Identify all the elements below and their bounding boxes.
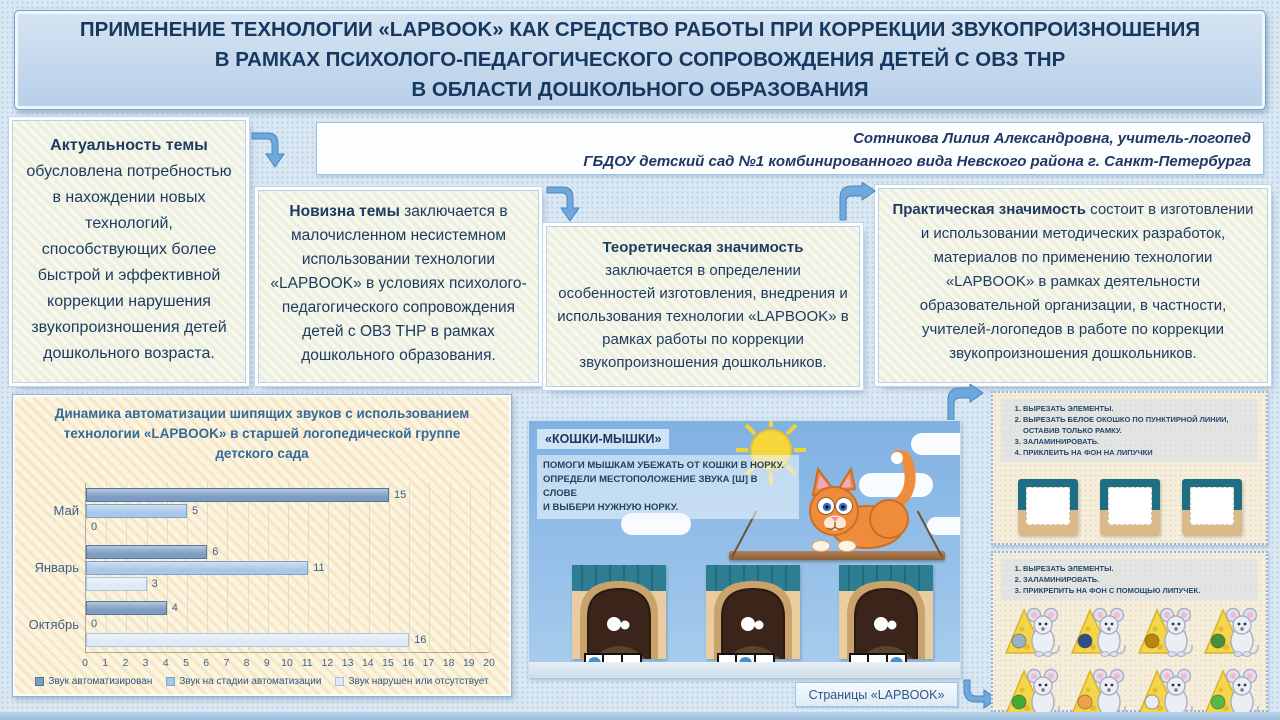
- chart-panel: [12, 394, 512, 697]
- mice-steps-list: [1001, 559, 1258, 600]
- instruction-step: 1. ВЫРЕЗАТЬ ЭЛЕМЕНТЫ.: [1023, 403, 1252, 414]
- x-axis-tick: 1: [102, 657, 109, 669]
- chart-gridline: [450, 483, 451, 653]
- x-axis-tick: 4: [162, 657, 169, 669]
- instruction-step: 4. ПРИКЛЕИТЬ НА ФОН НА ЛИПУЧКИ: [1023, 447, 1252, 458]
- x-axis-tick: 19: [462, 657, 475, 669]
- bar-value-label: 11: [313, 561, 325, 574]
- window-frame-icon: [1182, 479, 1242, 535]
- chart-bar: [86, 504, 187, 518]
- bar-value-label: 6: [212, 545, 219, 558]
- window-frame-icon: [1100, 479, 1160, 535]
- legend-label: Звук на стадии автоматизации: [179, 676, 322, 687]
- y-axis-category: Май: [53, 503, 79, 519]
- legend-item: [35, 676, 152, 687]
- frames-row: [993, 479, 1266, 535]
- mouse-with-cheese-icon: [1003, 603, 1061, 662]
- elbow-arrow-down-icon: [250, 129, 288, 171]
- chart-gridline: [328, 483, 329, 653]
- chart-gridline: [429, 483, 430, 653]
- window-frame-opening: [1026, 487, 1070, 525]
- game-title: «КОШКИ-МЫШКИ»: [537, 429, 669, 449]
- practical-block: [878, 188, 1268, 383]
- legend-swatch-icon: [166, 677, 175, 686]
- poster-title: [14, 10, 1266, 110]
- bar-value-label: 0: [91, 521, 98, 533]
- chart-bar: [86, 601, 167, 615]
- chart-bar: [86, 488, 389, 502]
- window-frame-opening: [1190, 487, 1234, 525]
- mice-grid: [999, 603, 1264, 720]
- relevance-text: обусловлена потребностью в нахождении новых технологий, способствующих более быстрой и эффективной коррекции нарушения звукопроизношения детей дошкольного возраста.: [26, 163, 232, 362]
- bottom-border-strip: [0, 712, 1280, 720]
- novelty-heading: Новизна темы: [289, 203, 400, 220]
- x-axis-tick: 7: [223, 657, 230, 669]
- mouse-with-cheese-icon: [1069, 603, 1127, 662]
- mouse-hole-icon: [706, 565, 800, 659]
- theoretical-block: [546, 226, 860, 387]
- legend-swatch-icon: [35, 677, 44, 686]
- legend-item: [335, 676, 488, 687]
- x-axis-tick: 10: [281, 657, 293, 669]
- relevance-heading: Актуальность темы: [50, 137, 208, 154]
- chart-legend: [13, 676, 511, 687]
- window-frame-opening: [1108, 487, 1152, 525]
- instructions-panel-mice: [991, 551, 1268, 712]
- instructions-panel-frames: [991, 391, 1268, 545]
- x-axis-tick: 3: [142, 657, 149, 669]
- bar-value-label: 15: [394, 489, 407, 501]
- instruction-step: 3. ПРИКРЕПИТЬ НА ФОН С ПОМОЩЬЮ ЛИПУЧЕК.: [1023, 585, 1252, 596]
- x-axis-tick: 6: [203, 657, 210, 669]
- x-axis-tick: 20: [483, 657, 495, 669]
- x-axis-tick: 15: [382, 657, 394, 669]
- lapbook-pages-label: Страницы «LAPBOOK»: [795, 682, 958, 707]
- x-axis-tick: 9: [263, 657, 270, 669]
- theoretical-heading: Теоретическая значимость: [602, 239, 804, 256]
- chart-gridline: [490, 483, 491, 653]
- elbow-arrow-right-icon: [836, 182, 878, 222]
- instruction-step: 1. ВЫРЕЗАТЬ ЭЛЕМЕНТЫ.: [1023, 563, 1252, 574]
- x-axis-tick: 2: [122, 657, 129, 669]
- chart-gridline: [409, 483, 410, 653]
- chart-gridline: [349, 483, 350, 653]
- x-axis-tick: 12: [321, 657, 334, 669]
- x-axis-tick: 14: [361, 657, 374, 669]
- novelty-text: заключается в малочисленном несистемном использовании технологии «LAPBOOK» в условиях психолого-педагогического сопровождения детей с ОВЗ ТНР в рамках дошкольного образования.: [270, 203, 527, 364]
- chart-gridline: [470, 483, 471, 653]
- lapbook-game-card: [528, 420, 961, 678]
- mouse-hole-icon: [572, 565, 666, 659]
- y-axis-category: Январь: [34, 560, 79, 575]
- x-axis-tick: 0: [82, 657, 88, 669]
- chart-bar: [86, 561, 308, 575]
- x-axis-tick: 18: [442, 657, 455, 669]
- mouse-with-cheese-icon: [1136, 603, 1194, 662]
- x-axis-tick: 13: [341, 657, 354, 669]
- bar-value-label: 4: [171, 602, 178, 615]
- legend-label: Звук нарушен или отсутствует: [348, 676, 489, 687]
- elbow-arrow-down-icon: [545, 183, 583, 225]
- author-credit: [316, 122, 1264, 175]
- game-instruction: ПОМОГИ МЫШКАМ УБЕЖАТЬ ОТ КОШКИ В НОРКУ. ОПРЕДЕЛИ МЕСТОПОЛОЖЕНИЕ ЗВУКА [Ш] В СЛОВЕ И ВЫБЕРИ НУЖНУЮ НОРКУ.: [537, 455, 799, 519]
- mouse-with-cheese-icon: [1202, 603, 1260, 662]
- chart-gridline: [308, 483, 309, 653]
- x-axis-tick: 16: [402, 657, 415, 669]
- window-frame-icon: [1018, 479, 1078, 535]
- x-axis-tick: 8: [243, 657, 250, 669]
- poster-title-line2: В РАМКАХ ПСИХОЛОГО-ПЕДАГОГИЧЕСКОГО СОПРОВОЖДЕНИЯ ДЕТЕЙ С ОВЗ ТНР: [214, 48, 1066, 71]
- chart-bar: [86, 545, 207, 559]
- bar-value-label: 0: [91, 618, 98, 631]
- x-axis-tick: 5: [183, 657, 189, 669]
- legend-item: [166, 676, 321, 687]
- relevance-block: [12, 120, 246, 383]
- legend-swatch-icon: [335, 677, 344, 686]
- instruction-step: 3. ЗАЛАМИНИРОВАТЬ.: [1023, 436, 1252, 447]
- y-axis-category: Октябрь: [28, 616, 79, 632]
- bar-value-label: 16: [414, 634, 427, 647]
- poster-title-line3: В ОБЛАСТИ ДОШКОЛЬНОГО ОБРАЗОВАНИЯ: [411, 78, 869, 101]
- frames-steps-list: [1001, 399, 1258, 462]
- legend-label: Звук автоматизирован: [48, 676, 153, 687]
- chart-title: Динамика автоматизации шипящих звуков с использованием технологии «LAPBOOK» в старшей логопедической группе детского сада: [54, 406, 470, 461]
- elbow-arrow-right-icon: [944, 384, 986, 424]
- x-axis-tick: 17: [422, 657, 435, 669]
- bar-value-label: 3: [151, 577, 158, 590]
- bar-value-label: 5: [192, 505, 199, 517]
- chart-plot: [85, 483, 489, 653]
- cat-icon: [791, 447, 925, 553]
- practical-text: состоит в изготовлении и использовании методических разработок, материалов по применению технологии «LAPBOOK» в рамках деятельности образовательной организации, в частности, учителей-логопедов в работе по коррекции звукопроизношения дошкольников.: [919, 201, 1254, 362]
- author-organization: ГБДОУ детский сад №1 комбинированного вида Невского района г. Санкт-Петербурга: [583, 153, 1251, 170]
- instruction-step: 2. ЗАЛАМИНИРОВАТЬ.: [1023, 574, 1252, 585]
- cloud-icon: [927, 517, 961, 535]
- chart-bar: [86, 633, 409, 647]
- mouse-hole-icon: [839, 565, 933, 659]
- game-floor: [529, 662, 960, 677]
- practical-heading: Практическая значимость: [892, 201, 1086, 218]
- chart-gridline: [369, 483, 370, 653]
- author-name: Сотникова Лилия Александровна, учитель-логопед: [853, 130, 1251, 147]
- poster-title-line1: ПРИМЕНЕНИЕ ТЕХНОЛОГИИ «LAPBOOK» КАК СРЕДСТВО РАБОТЫ ПРИ КОРРЕКЦИИ ЗВУКОПРОИЗНОШЕНИЯ: [79, 18, 1201, 41]
- theoretical-text: заключается в определении особенностей изготовления, внедрения и использования технологии «LAPBOOK» в рамках работы по коррекции звукопроизношения дошкольников.: [557, 262, 849, 371]
- novelty-block: [258, 190, 539, 383]
- x-axis-tick: 11: [301, 657, 313, 669]
- chart-gridline: [389, 483, 390, 653]
- chart-bar: [86, 577, 147, 591]
- instruction-step: 2. ВЫРЕЗАТЬ БЕЛОЕ ОКОШКО ПО ПУНКТИРНОЙ ЛИНИИ, ОСТАВИВ ТОЛЬКО РАМКУ.: [1023, 414, 1252, 436]
